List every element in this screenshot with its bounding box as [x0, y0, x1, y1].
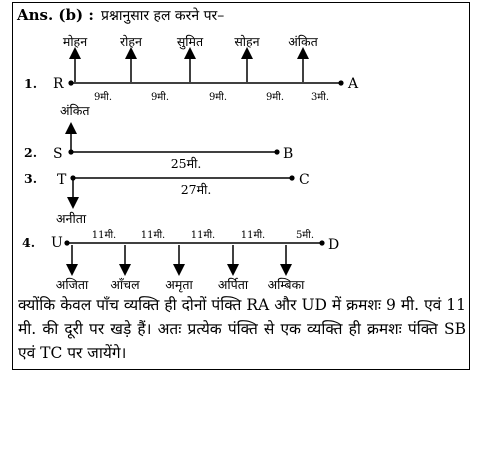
point-end: B [283, 146, 294, 162]
row-3 [24, 171, 310, 226]
point-end: C [299, 172, 310, 188]
point-start: S [53, 146, 63, 162]
distance-label: 25मी. [170, 156, 202, 171]
point-end: A [348, 76, 359, 92]
person-name: रोहन [120, 34, 142, 49]
person-name: अंकित [60, 103, 90, 118]
row-number: 4. [22, 235, 36, 250]
point-start: U [51, 235, 63, 251]
person-name: सुमित [176, 34, 204, 49]
point-start: R [53, 76, 64, 92]
end-dot [319, 240, 324, 245]
distance-label: 9मी. [93, 92, 113, 103]
person-name: अर्पिता [217, 277, 249, 292]
end-dot [274, 149, 279, 154]
distance-label: 5मी. [295, 230, 315, 241]
distance-label: 9मी. [208, 92, 228, 103]
row-number: 3. [24, 171, 38, 186]
row-1 [24, 34, 359, 103]
person-name: सोहन [234, 34, 260, 49]
row-number: 1. [24, 76, 38, 91]
person-name: मोहन [62, 34, 88, 49]
distance-label: 11मी. [190, 230, 216, 241]
row-2 [24, 103, 293, 171]
person-name: आँचल [110, 277, 140, 292]
distance-label: 9मी. [265, 92, 285, 103]
distance-label: 3मी. [310, 92, 330, 103]
person-name: अजिता [55, 277, 89, 292]
distance-label: 27मी. [180, 182, 212, 197]
answer-label: Ans. (b) : [17, 6, 94, 24]
row-4 [22, 229, 339, 293]
explanation-text: क्योंकि केवल पाँच व्यक्ति ही दोनों पंक्ति RA और UD में क्रमशः 9 मी. एवं 11 मी. की दूरी पर खड़े हैं। अतः प्रत्येक पंक्ति से एक व्यक्ति ही क्रमशः पंक्ति SB एवं TC पर जायेंगे। [18, 296, 466, 362]
row-number: 2. [24, 145, 38, 160]
point-end: D [328, 237, 340, 253]
person-name: अंकित [288, 34, 318, 49]
person-name: अनीता [56, 211, 87, 226]
intro-text: प्रश्नानुसार हल करने पर– [101, 8, 225, 24]
person-name: अमृता [165, 277, 193, 292]
end-dot [338, 80, 343, 85]
person-name: अम्बिका [267, 277, 305, 292]
distance-label: 9मी. [150, 92, 170, 103]
point-start: T [57, 172, 67, 188]
distance-label: 11मी. [91, 230, 117, 241]
distance-label: 11मी. [140, 230, 166, 241]
end-dot [289, 175, 294, 180]
distance-label: 11मी. [240, 230, 266, 241]
